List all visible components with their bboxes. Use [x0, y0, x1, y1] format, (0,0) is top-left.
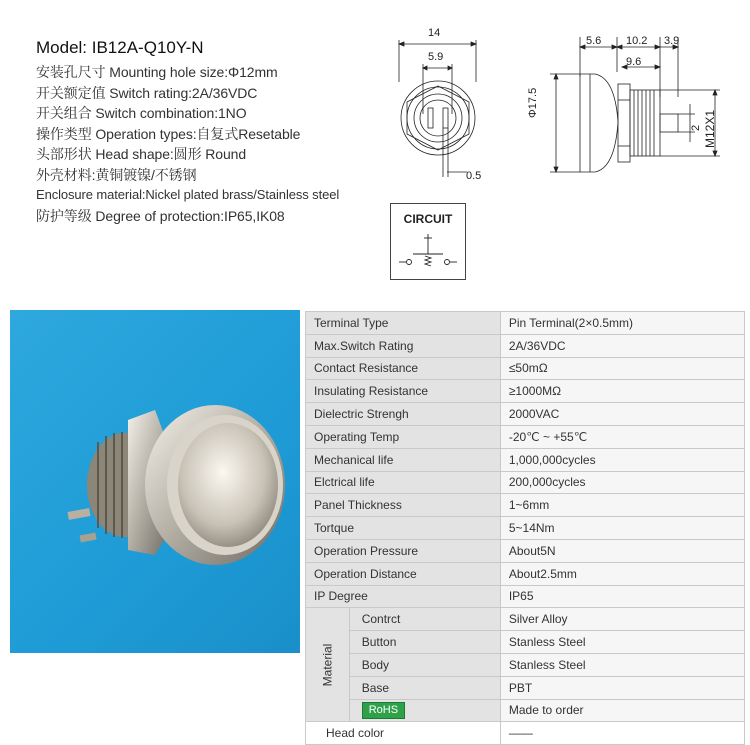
material-value: Stanless Steel — [500, 653, 744, 676]
spec-operation-types: 操作类型 Operation types:自复式Resetable — [36, 125, 301, 142]
row-value: 200,000cycles — [500, 471, 744, 494]
spec-switch-rating: 开关额定值 Switch rating:2A/36VDC — [36, 84, 258, 101]
table-row-material — [306, 608, 745, 631]
row-value: 1~6mm — [500, 494, 744, 517]
spec-enclosure-cn: 外壳材料:黄铜镀镍/不锈钢 — [36, 166, 197, 183]
row-label: Mechanical life — [306, 448, 501, 471]
front-dim-5-9: 5.9 — [428, 51, 444, 63]
spec-head-shape: 头部形状 Head shape:圆形 Round — [36, 146, 247, 162]
row-value: ≤50mΩ — [500, 357, 744, 380]
row-value: About5N — [500, 539, 744, 562]
circuit-title: CIRCUIT — [403, 212, 453, 226]
head-color-label: Head color — [306, 722, 501, 745]
material-value: Made to order — [500, 699, 744, 722]
table-row — [306, 380, 745, 403]
row-value: Pin Terminal(2×0.5mm) — [500, 312, 744, 335]
row-label: Operation Distance — [306, 562, 501, 585]
spec-table — [305, 311, 745, 745]
row-label: Max.Switch Rating — [306, 334, 501, 357]
table-row-material — [306, 631, 745, 654]
material-value: Silver Alloy — [500, 608, 744, 631]
row-label: Elctrical life — [306, 471, 501, 494]
material-label: Button — [349, 631, 500, 654]
row-value: About2.5mm — [500, 562, 744, 585]
table-row — [306, 448, 745, 471]
row-label: Dielectric Strengh — [306, 403, 501, 426]
side-dim-pin: 2 — [690, 124, 702, 131]
table-row-head-color — [306, 722, 745, 745]
rohs-badge: RoHS — [362, 702, 405, 719]
row-value: 1,000,000cycles — [500, 448, 744, 471]
table-row — [306, 562, 745, 585]
table-row — [306, 334, 745, 357]
product-photo — [10, 310, 300, 653]
table-row — [306, 425, 745, 448]
table-row — [306, 585, 745, 608]
front-dim-0-5: 0.5 — [466, 170, 482, 182]
row-value: 2A/36VDC — [500, 334, 744, 357]
row-value: -20℃ ~ +55℃ — [500, 425, 744, 448]
row-value: 2000VAC — [500, 403, 744, 426]
spec-mounting-hole: 安装孔尺寸 Mounting hole size:Φ12mm — [36, 64, 278, 80]
row-label: Tortque — [306, 517, 501, 540]
row-label: Contact Resistance — [306, 357, 501, 380]
push-button-switch-image — [10, 310, 300, 653]
table-row-material — [306, 699, 745, 722]
spec-switch-combination: 开关组合 Switch combination:1NO — [36, 105, 247, 121]
front-dim-14: 14 — [428, 27, 441, 39]
material-label: Body — [349, 653, 500, 676]
material-label: Contrct — [349, 608, 500, 631]
table-row — [306, 357, 745, 380]
model-title: Model: IB12A-Q10Y-N — [36, 38, 204, 57]
row-label: Terminal Type — [306, 312, 501, 335]
side-dim-thread: M12X1 — [703, 109, 717, 148]
table-row — [306, 471, 745, 494]
table-row-material — [306, 676, 745, 699]
material-value: PBT — [500, 676, 744, 699]
row-label: IP Degree — [306, 585, 501, 608]
spec-protection: 防护等级 Degree of protection:IP65,IK08 — [36, 207, 285, 224]
circuit-symbol — [391, 226, 465, 271]
side-dim-9-6: 9.6 — [626, 56, 642, 68]
head-color-value: —— — [500, 722, 744, 745]
rohs-badge-cell — [349, 699, 500, 722]
spec-enclosure-en: Enclosure material:Nickel plated brass/Stainless steel — [36, 187, 340, 202]
side-dim-10-2: 10.2 — [626, 35, 648, 47]
material-group-label: Material — [306, 608, 350, 722]
table-row — [306, 312, 745, 335]
material-label: Base — [349, 676, 500, 699]
row-label: Panel Thickness — [306, 494, 501, 517]
row-value: 5~14Nm — [500, 517, 744, 540]
row-value: IP65 — [500, 585, 744, 608]
circuit-box — [390, 203, 466, 280]
table-row-material — [306, 653, 745, 676]
table-row — [306, 494, 745, 517]
front-view-drawing — [385, 22, 495, 192]
side-dim-diameter: Φ17.5 — [527, 87, 539, 118]
table-row — [306, 403, 745, 426]
material-value: Stanless Steel — [500, 631, 744, 654]
table-row — [306, 517, 745, 540]
table-row — [306, 539, 745, 562]
row-label: Insulating Resistance — [306, 380, 501, 403]
spec-list — [36, 38, 381, 226]
row-label: Operating Temp — [306, 425, 501, 448]
row-label: Operation Pressure — [306, 539, 501, 562]
side-dim-5-6: 5.6 — [586, 35, 602, 47]
row-value: ≥1000MΩ — [500, 380, 744, 403]
side-dim-3-9: 3.9 — [664, 35, 680, 47]
